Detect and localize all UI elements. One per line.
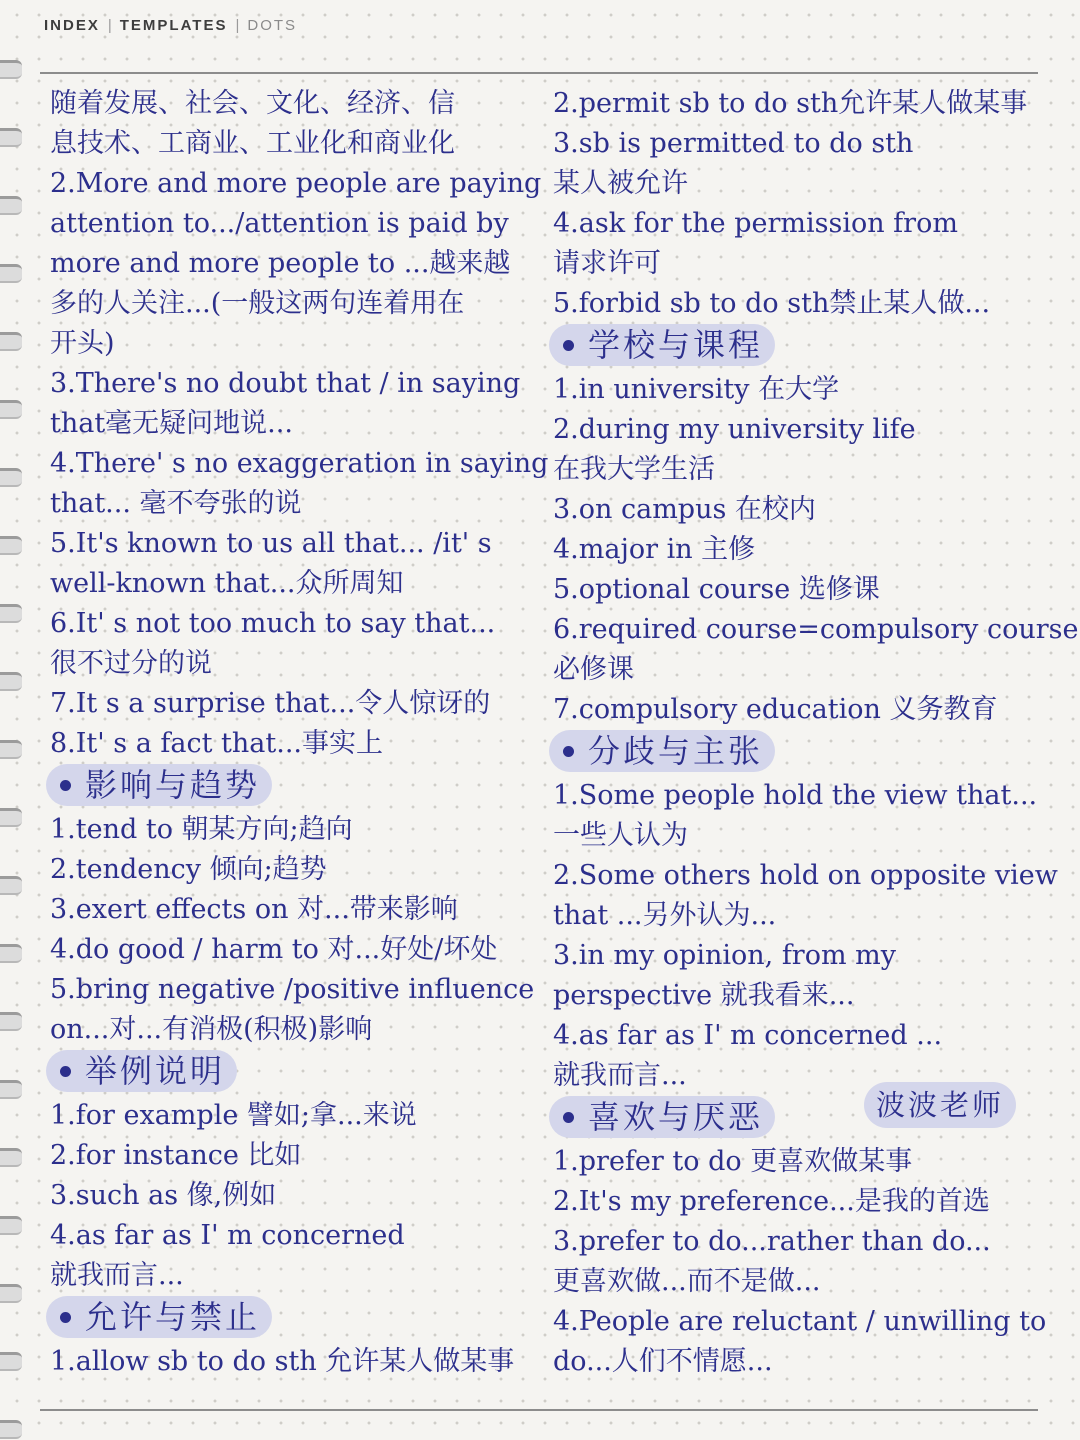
section-title: 影响与趋势 <box>85 766 261 804</box>
note-line: that... 毫不夸张的说 <box>50 488 302 519</box>
author-badge: 波波老师 <box>864 1082 1016 1128</box>
nav-dots-link[interactable]: DOTS <box>247 17 298 34</box>
binder-ring-icon <box>0 808 22 827</box>
section-header <box>46 1050 545 1096</box>
note-line: 某人被允许 <box>553 168 688 199</box>
binder-ring-icon <box>0 604 22 623</box>
left-column <box>50 84 549 1382</box>
note-line: 5.bring negative /positive influence <box>50 974 535 1005</box>
note-line: on...对...有消极(积极)影响 <box>50 1014 373 1045</box>
note-line: 开头) <box>50 328 115 359</box>
note-line: 在我大学生活 <box>553 454 715 485</box>
note-line: 3.exert effects on 对...带来影响 <box>50 894 458 925</box>
note-line: 5.It's known to us all that... /it' s <box>50 528 492 559</box>
note-line: 息技术、工商业、工业化和商业化 <box>50 128 455 159</box>
section-title: 喜欢与厌恶 <box>588 1098 764 1136</box>
note-line: 随着发展、社会、文化、经济、信 <box>50 88 455 119</box>
section-header <box>46 1296 545 1342</box>
note-line: 3.such as 像,例如 <box>50 1180 277 1211</box>
note-line: 3.sb is permitted to do sth <box>553 128 914 159</box>
note-line: 3.on campus 在校内 <box>553 494 816 525</box>
section-title: 学校与课程 <box>588 326 764 364</box>
bottom-divider <box>40 1409 1038 1411</box>
note-line: 8.It' s a fact that...事实上 <box>50 728 383 759</box>
note-line: 2.permit sb to do sth允许某人做某事 <box>553 88 1028 119</box>
binder-rings <box>0 60 24 1440</box>
note-line: 必修课 <box>553 654 634 685</box>
nav-templates-link[interactable]: TEMPLATES <box>119 17 228 34</box>
note-line: 4.There' s no exaggeration in saying <box>50 448 549 479</box>
bullet-dot-icon <box>60 780 71 791</box>
note-line: 1.tend to 朝某方向;趋向 <box>50 814 353 845</box>
section-pill <box>549 1096 775 1138</box>
note-line: 4.as far as I' m concerned ... <box>553 1020 943 1051</box>
binder-ring-icon <box>0 944 22 963</box>
section-header <box>549 324 1073 370</box>
note-line: 1.Some people hold the view that... <box>553 780 1038 811</box>
nav-index-link[interactable]: INDEX <box>44 17 100 34</box>
note-line: 4.as far as I' m concerned <box>50 1220 405 1251</box>
section-header <box>46 764 545 810</box>
binder-ring-icon <box>0 1284 22 1303</box>
binder-ring-icon <box>0 672 22 691</box>
section-title: 允许与禁止 <box>85 1298 261 1336</box>
note-line: 一些人认为 <box>553 820 688 851</box>
note-line: 1.in university 在大学 <box>553 374 840 405</box>
note-line: 6.It' s not too much to say that... <box>50 608 496 639</box>
note-line: 4.do good / harm to 对...好处/坏处 <box>50 934 498 965</box>
note-line: 4.major in 主修 <box>553 534 756 565</box>
bullet-dot-icon <box>563 746 574 757</box>
section-header <box>549 730 1073 776</box>
note-line: 5.forbid sb to do sth禁止某人做... <box>553 288 991 319</box>
note-line: more and more people to ...越来越 <box>50 248 511 279</box>
note-line: 2.during my university life <box>553 414 916 445</box>
binder-ring-icon <box>0 1080 22 1099</box>
binder-ring-icon <box>0 400 22 419</box>
note-line: 4.People are reluctant / unwilling to <box>553 1306 1047 1337</box>
binder-ring-icon <box>0 60 22 79</box>
section-pill <box>549 730 775 772</box>
note-line: 3.There's no doubt that / in saying <box>50 368 521 399</box>
bullet-dot-icon <box>563 340 574 351</box>
binder-ring-icon <box>0 128 22 147</box>
binder-ring-icon <box>0 1012 22 1031</box>
note-line: attention to.../attention is paid by <box>50 208 509 239</box>
note-line: 6.required course=compulsory course <box>553 614 1079 645</box>
note-line: 就我而言... <box>553 1060 687 1091</box>
binder-ring-icon <box>0 332 22 351</box>
note-line: 2.for instance 比如 <box>50 1140 302 1171</box>
note-line: well-known that...众所周知 <box>50 568 404 599</box>
section-pill <box>46 1050 237 1092</box>
note-line: 7.compulsory education 义务教育 <box>553 694 998 725</box>
binder-ring-icon <box>0 196 22 215</box>
note-line: 2.tendency 倾向;趋势 <box>50 854 327 885</box>
note-line: 1.for example 譬如;拿...来说 <box>50 1100 417 1131</box>
note-line: that ...另外认为... <box>553 900 777 931</box>
note-line: perspective 就我看来... <box>553 980 855 1011</box>
note-line: 3.in my opinion, from my <box>553 940 897 971</box>
binder-ring-icon <box>0 1216 22 1235</box>
note-line: 很不过分的说 <box>50 648 212 679</box>
note-line: 2.It's my preference...是我的首选 <box>553 1186 990 1217</box>
breadcrumb-nav <box>44 17 297 34</box>
note-line: 2.Some others hold on opposite view <box>553 860 1058 891</box>
note-line: do...人们不情愿... <box>553 1346 773 1377</box>
binder-ring-icon <box>0 876 22 895</box>
section-pill <box>46 1296 272 1338</box>
binder-ring-icon <box>0 1148 22 1167</box>
top-divider <box>40 72 1038 74</box>
note-line: 多的人关注...(一般这两句连着用在 <box>50 288 465 319</box>
binder-ring-icon <box>0 1420 22 1439</box>
note-line: 更喜欢做...而不是做... <box>553 1266 821 1297</box>
section-title: 举例说明 <box>85 1052 226 1090</box>
bullet-dot-icon <box>60 1312 71 1323</box>
note-line: 3.prefer to do...rather than do... <box>553 1226 991 1257</box>
note-line: 就我而言... <box>50 1260 184 1291</box>
section-pill <box>46 764 272 806</box>
binder-ring-icon <box>0 468 22 487</box>
nav-separator: | <box>235 17 240 34</box>
nav-separator: | <box>107 17 112 34</box>
note-line: 请求许可 <box>553 248 661 279</box>
note-line: 7.It s a surprise that...令人惊讶的 <box>50 688 491 719</box>
binder-ring-icon <box>0 536 22 555</box>
right-column <box>553 84 1079 1382</box>
note-line: 4.ask for the permission from <box>553 208 958 239</box>
bullet-dot-icon <box>60 1066 71 1077</box>
note-line: 1.allow sb to do sth 允许某人做某事 <box>50 1346 515 1377</box>
note-line: 2.More and more people are paying <box>50 168 542 199</box>
note-line: 1.prefer to do 更喜欢做某事 <box>553 1146 913 1177</box>
bullet-dot-icon <box>563 1112 574 1123</box>
note-line: 5.optional course 选修课 <box>553 574 880 605</box>
note-line: that毫无疑问地说... <box>50 408 293 439</box>
section-title: 分歧与主张 <box>588 732 764 770</box>
binder-ring-icon <box>0 1352 22 1371</box>
binder-ring-icon <box>0 264 22 283</box>
binder-ring-icon <box>0 740 22 759</box>
section-pill <box>549 324 775 366</box>
